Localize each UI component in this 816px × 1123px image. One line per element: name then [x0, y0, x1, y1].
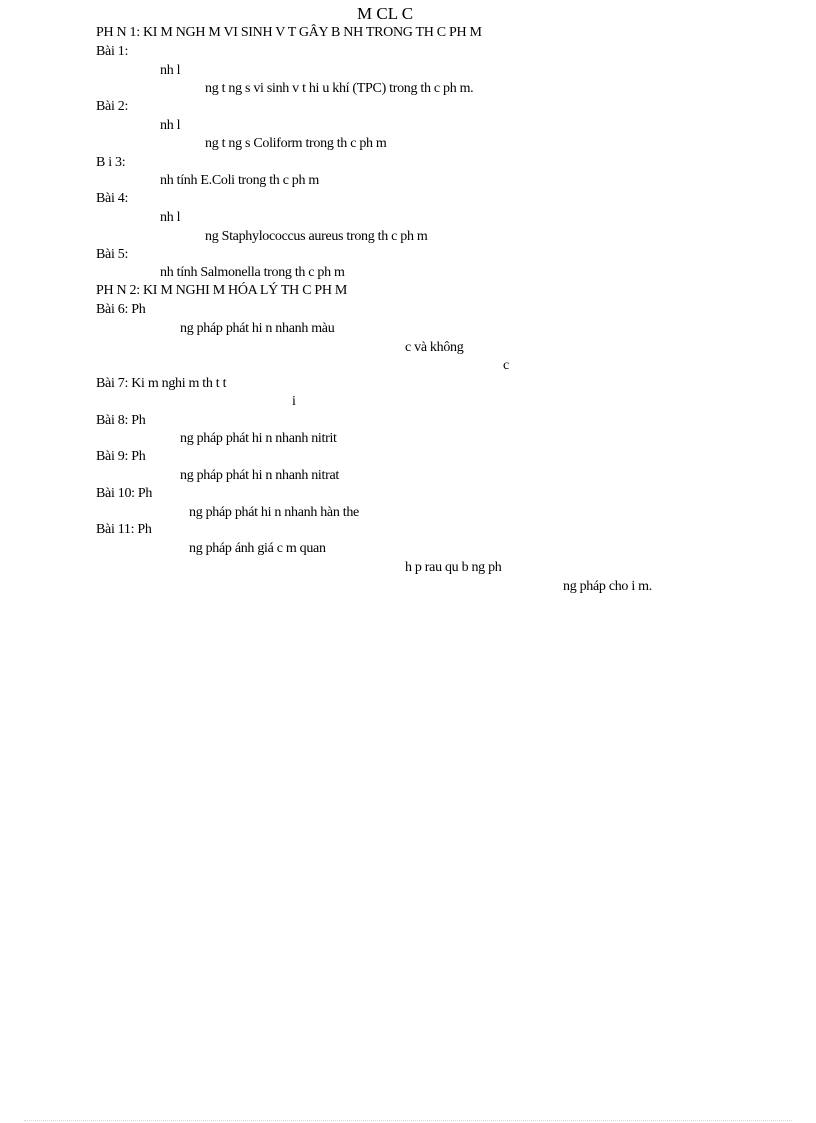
bai7-label: Bài 7: Ki m nghi m th t t: [96, 376, 227, 391]
bai9-line1: ng pháp phát hi n nhanh nitrat: [180, 468, 339, 483]
bai11-line1: ng pháp ánh giá c m quan: [189, 541, 326, 556]
bai4-line2: ng Staphylococcus aureus trong th c ph m: [205, 229, 428, 244]
bai1-line2: ng t ng s vi sinh v t hi u khí (TPC) trong th c ph m.: [205, 81, 474, 96]
part2-heading: PH N 2: KI M NGHI M HÓA LÝ TH C PH M: [96, 283, 348, 298]
bai6-line3: c: [503, 358, 509, 373]
bai8-line1: ng pháp phát hi n nhanh nitrit: [180, 431, 337, 446]
bai2-line2: ng t ng s Coliform trong th c ph m: [205, 136, 387, 151]
bai10-line1: ng pháp phát hi n nhanh hàn the: [189, 505, 359, 520]
bai10-label: Bài 10: Ph: [96, 486, 153, 501]
bai11-line2: h p rau qu b ng ph: [405, 560, 502, 575]
bai3-line1: nh tính E.Coli trong th c ph m: [160, 173, 319, 188]
bai4-line1: nh l: [160, 210, 181, 225]
bai1-label: Bài 1:: [96, 44, 129, 59]
bai6-line1: ng pháp phát hi n nhanh màu: [180, 321, 335, 336]
bai6-label: Bài 6: Ph: [96, 302, 146, 317]
part1-heading: PH N 1: KI M NGH M VI SINH V T GÂY B NH TRONG TH C PH M: [96, 25, 482, 40]
page-title: M CL C: [357, 4, 414, 23]
bai11-line3: ng pháp cho i m.: [563, 579, 652, 594]
page-bottom-divider: [24, 1120, 792, 1121]
bai5-label: Bài 5:: [96, 247, 129, 262]
bai8-label: Bài 8: Ph: [96, 413, 146, 428]
bai7-line1: i: [292, 394, 296, 409]
bai2-line1: nh l: [160, 118, 181, 133]
bai11-label: Bài 11: Ph: [96, 522, 152, 537]
bai2-label: Bài 2:: [96, 99, 129, 114]
bai5-line1: nh tính Salmonella trong th c ph m: [160, 265, 345, 280]
bai1-line1: nh l: [160, 63, 181, 78]
bai4-label: Bài 4:: [96, 191, 129, 206]
bai6-line2: c và không: [405, 340, 464, 355]
bai3-label: B i 3:: [96, 155, 126, 170]
bai9-label: Bài 9: Ph: [96, 449, 146, 464]
